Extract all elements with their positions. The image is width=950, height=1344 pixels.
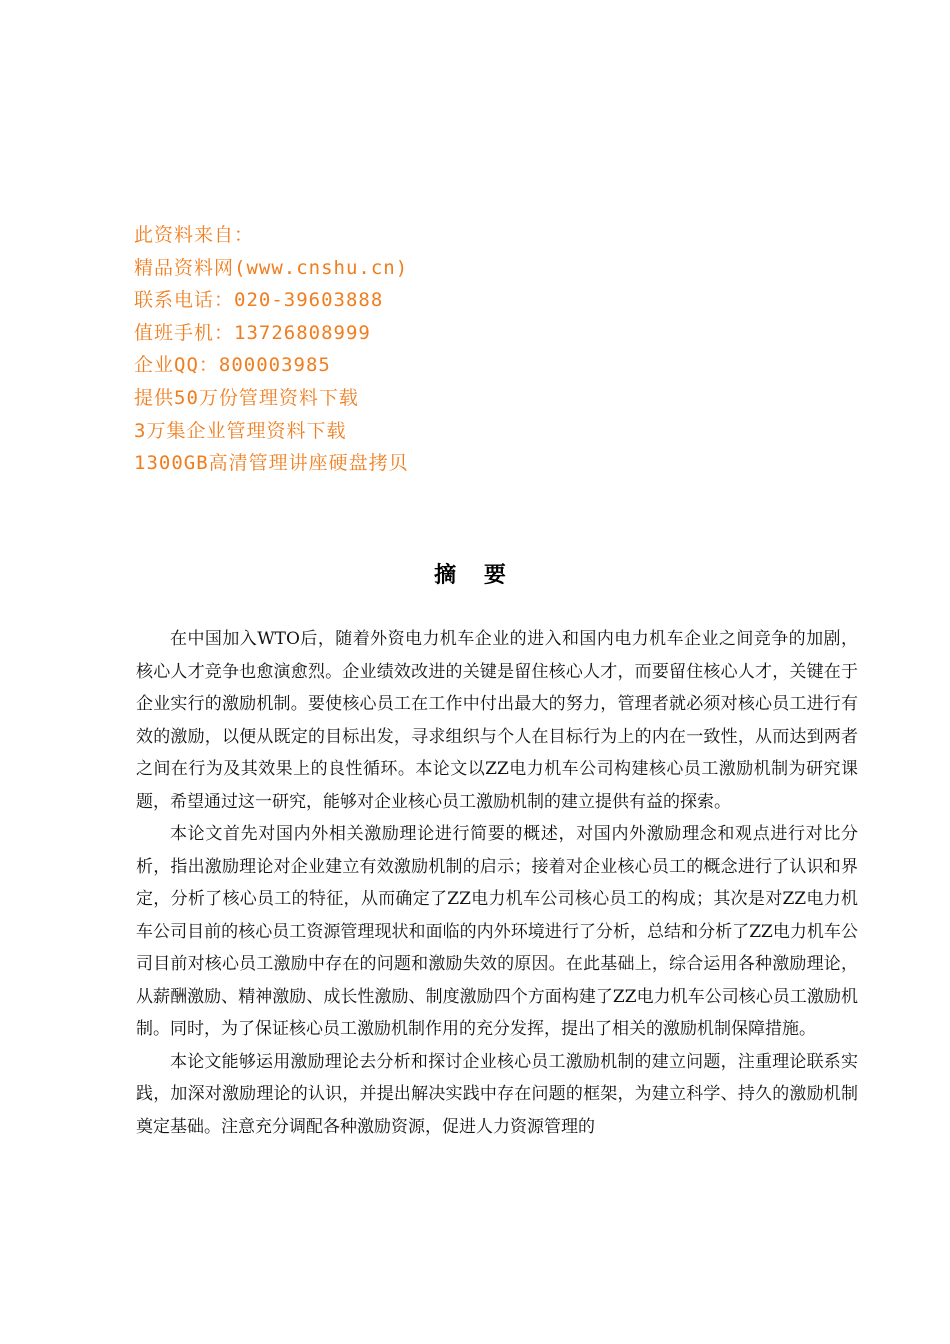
promo-line-lectures: 1300GB高清管理讲座硬盘拷贝 bbox=[134, 452, 409, 475]
promo-line-phone: 联系电话：020-39603888 bbox=[134, 289, 384, 312]
promo-line-website: 精品资料网(www.cnshu.cn) bbox=[134, 256, 409, 279]
promo-line-collections: 3万集企业管理资料下载 bbox=[134, 419, 347, 442]
promo-line-source: 此资料来自： bbox=[134, 224, 255, 246]
abstract-body bbox=[136, 623, 858, 1143]
abstract-title: 摘 要 bbox=[434, 562, 516, 588]
promo-line-qq: 企业QQ：800003985 bbox=[134, 354, 331, 377]
promo-line-mobile: 值班手机：13726808999 bbox=[134, 321, 371, 344]
abstract-paragraph-3: 本论文能够运用激励理论去分析和探讨企业核心员工激励机制的建立问题，注重理论联系实践，加深对激励理论的认识，并提出解决实践中存在问题的框架，为建立科学、持久的激励机制奠定基础。注意充分调配各种激励资源，促进人力资源管理的 bbox=[136, 1051, 858, 1137]
promo-block bbox=[134, 219, 654, 480]
abstract-paragraph-1: 在中国加入WTO后，随着外资电力机车企业的进入和国内电力机车企业之间竞争的加剧，核心人才竞争也愈演愈烈。企业绩效改进的关键是留住核心人才，而要留住核心人才，关键在于企业实行的激励机制。要使核心员工在工作中付出最大的努力，管理者就必须对核心员工进行有效的激励，以便从既定的目标出发，寻求组织与个人在目标行为上的内在一致性，从而达到两者之间在行为及其效果上的良性循环。本论文以ZZ电力机车公司构建核心员工激励机制为研究课题，希望通过这一研究，能够对企业核心员工激励机制的建立提供有益的探索。 bbox=[136, 629, 858, 812]
promo-line-downloads: 提供50万份管理资料下载 bbox=[134, 386, 359, 409]
abstract-paragraph-2: 本论文首先对国内外相关激励理论进行简要的概述，对国内外激励理念和观点进行对比分析，指出激励理论对企业建立有效激励机制的启示；接着对企业核心员工的概念进行了认识和界定，分析了核心员工的特征，从而确定了ZZ电力机车公司核心员工的构成；其次是对ZZ电力机车公司目前的核心员工资源管理现状和面临的内外环境进行了分析，总结和分析了ZZ电力机车公司目前对核心员工激励中存在的问题和激励失效的原因。在此基础上，综合运用各种激励理论，从薪酬激励、精神激励、成长性激励、制度激励四个方面构建了ZZ电力机车公司核心员工激励机制。同时，为了保证核心员工激励机制作用的充分发挥，提出了相关的激励机制保障措施。 bbox=[136, 824, 858, 1039]
